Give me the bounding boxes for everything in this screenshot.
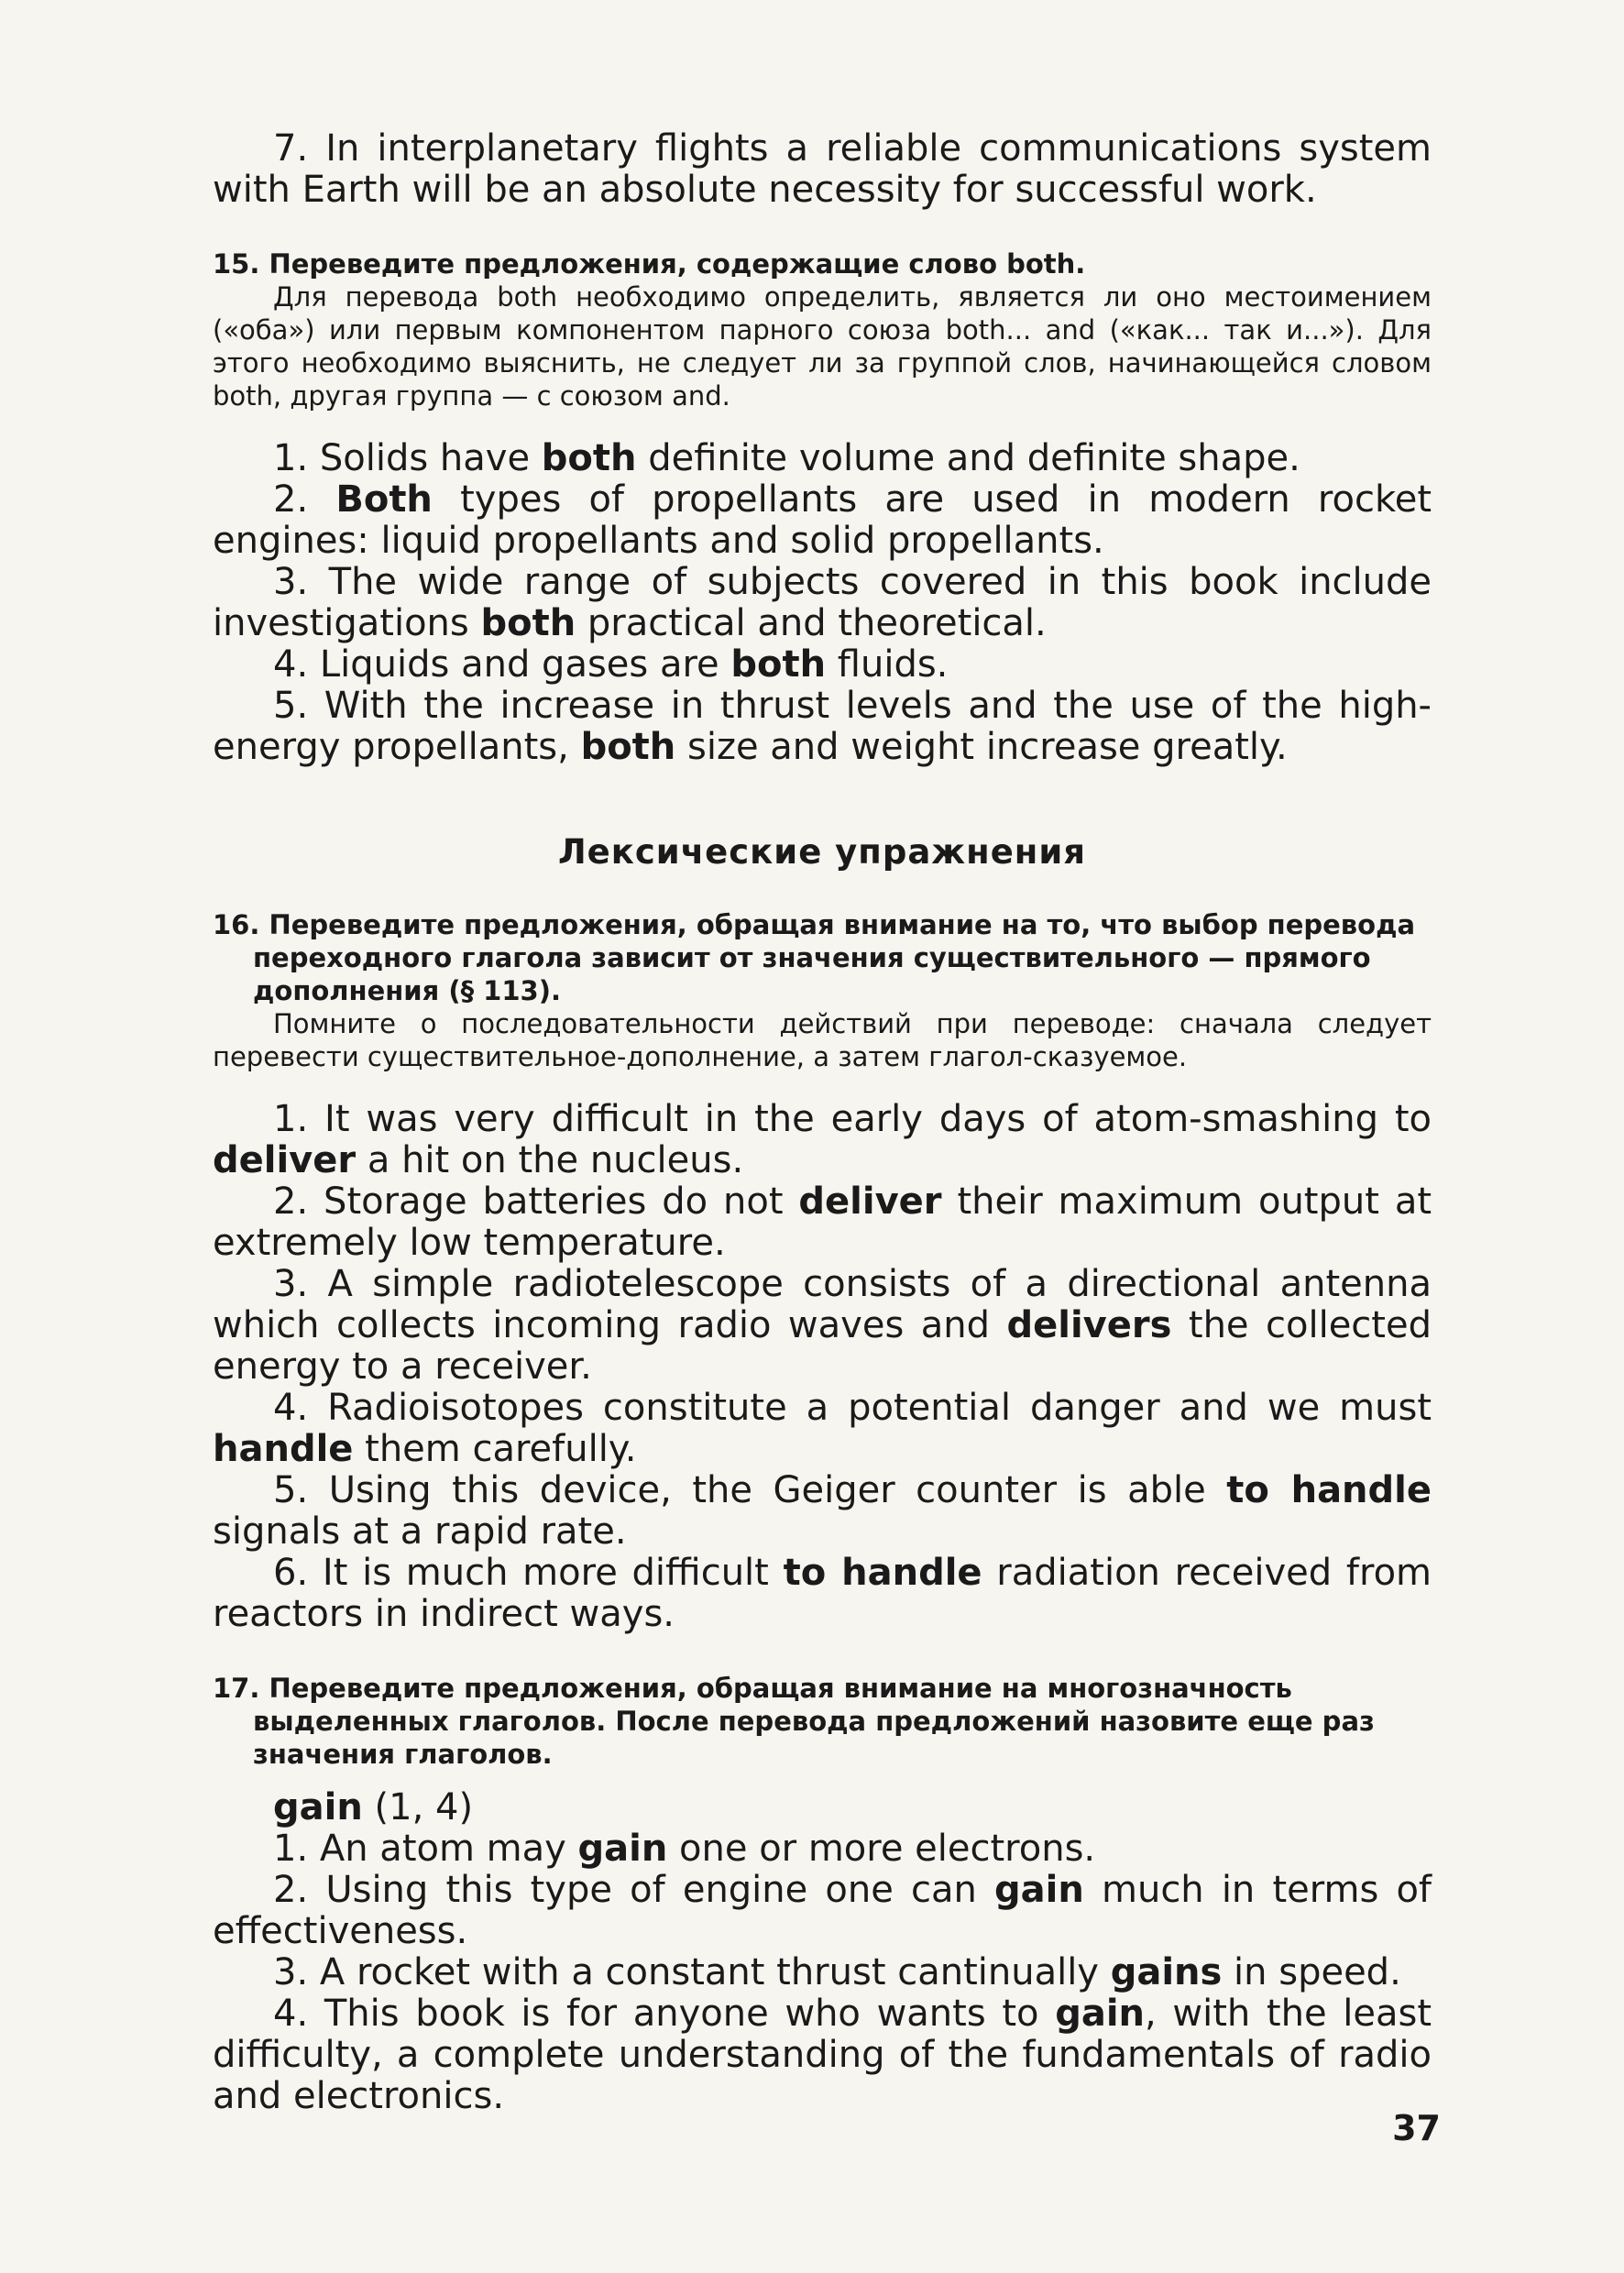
sentence-item: 3. The wide range of subjects covered in this book include investigations both practical and theoretical. xyxy=(213,561,1432,644)
sentence-item: 6. It is much more difficult to handle radiation received from reactors in indirect ways. xyxy=(213,1552,1432,1635)
sentence-item: 3. A simple radiotelescope consists of a directional antenna which collects incoming radio waves and delivers the collected energy to a receiver. xyxy=(213,1263,1432,1388)
sentence-item: 7. In interplanetary flights a reliable communications system with Earth will be an absolute necessity for successful work. xyxy=(213,127,1432,211)
exercise-heading: 17. Переведите предложения, обращая внимание на многозначность выделенных глаголов. После перевода предложений назовите еще раз значения глаголов. xyxy=(213,1673,1375,1770)
sentence-item: 4. Liquids and gases are both fluids. xyxy=(273,643,949,686)
sentence-item: 4. Radioisotopes constitute a potential danger and we must handle them carefully. xyxy=(213,1387,1432,1470)
page-number: 37 xyxy=(1392,2108,1441,2148)
exercise-17-instructions xyxy=(213,1672,1432,1771)
exercise-heading: 16. Переведите предложения, обращая внимание на то, что выбор перевода переходного глагола зависит от значения существительного — прямого дополнения (§ 113). xyxy=(213,909,1416,1006)
exercise-note: Для перевода both необходимо определить, является ли оно местоимением («оба») или первым компонентом парного союза both... and («как... так и...»). Для этого необходимо выяснить, не следует ли за группой слов, начинающейся словом both, другая группа — с союзом and. xyxy=(213,281,1432,412)
exercise-note: Помните о последовательности действий при переводе: сначала следует перевести существительное-дополнение, а затем глагол-сказуемое. xyxy=(213,1008,1432,1072)
exercise-16-sentences xyxy=(213,1099,1432,1635)
sentence-item: 5. With the increase in thrust levels and the use of the high-energy propellants, both size and weight increase greatly. xyxy=(213,685,1432,768)
sentence-item: 2. Using this type of engine one can gain much in terms of effectiveness. xyxy=(213,1869,1432,1952)
exercise-17-sentences xyxy=(213,1787,1432,2117)
page-content xyxy=(213,128,1432,2117)
exercise-15-instructions xyxy=(213,247,1432,412)
exercise-heading: 15. Переведите предложения, содержащие слово both. xyxy=(213,248,1086,280)
exercise-14-tail xyxy=(213,128,1432,211)
sentence-item: 4. This book is for anyone who wants to gain, with the least difficulty, a complete understanding of the fundamentals of radio and electronics. xyxy=(213,1993,1432,2117)
sentence-item: 2. Both types of propellants are used in modern rocket engines: liquid propellants and solid propellants. xyxy=(213,478,1432,562)
sentence-item: 2. Storage batteries do not deliver their maximum output at extremely low temperature. xyxy=(213,1180,1432,1264)
sentence-item: 5. Using this device, the Geiger counter is able to handle signals at a rapid rate. xyxy=(213,1469,1432,1553)
exercise-15-sentences xyxy=(213,438,1432,768)
sentence-item: 1. Solids have both definite volume and definite shape. xyxy=(273,437,1300,479)
exercise-16-instructions xyxy=(213,908,1432,1073)
verb-header: gain (1, 4) xyxy=(273,1786,474,1828)
section-title: Лексические упражнения xyxy=(557,832,1087,872)
sentence-item: 3. A rocket with a constant thrust cantinually gains in speed. xyxy=(273,1951,1401,1993)
sentence-item: 1. It was very difficult in the early days of atom-smashing to deliver a hit on the nucleus. xyxy=(213,1098,1432,1181)
sentence-item: 1. An atom may gain one or more electrons. xyxy=(273,1828,1096,1870)
